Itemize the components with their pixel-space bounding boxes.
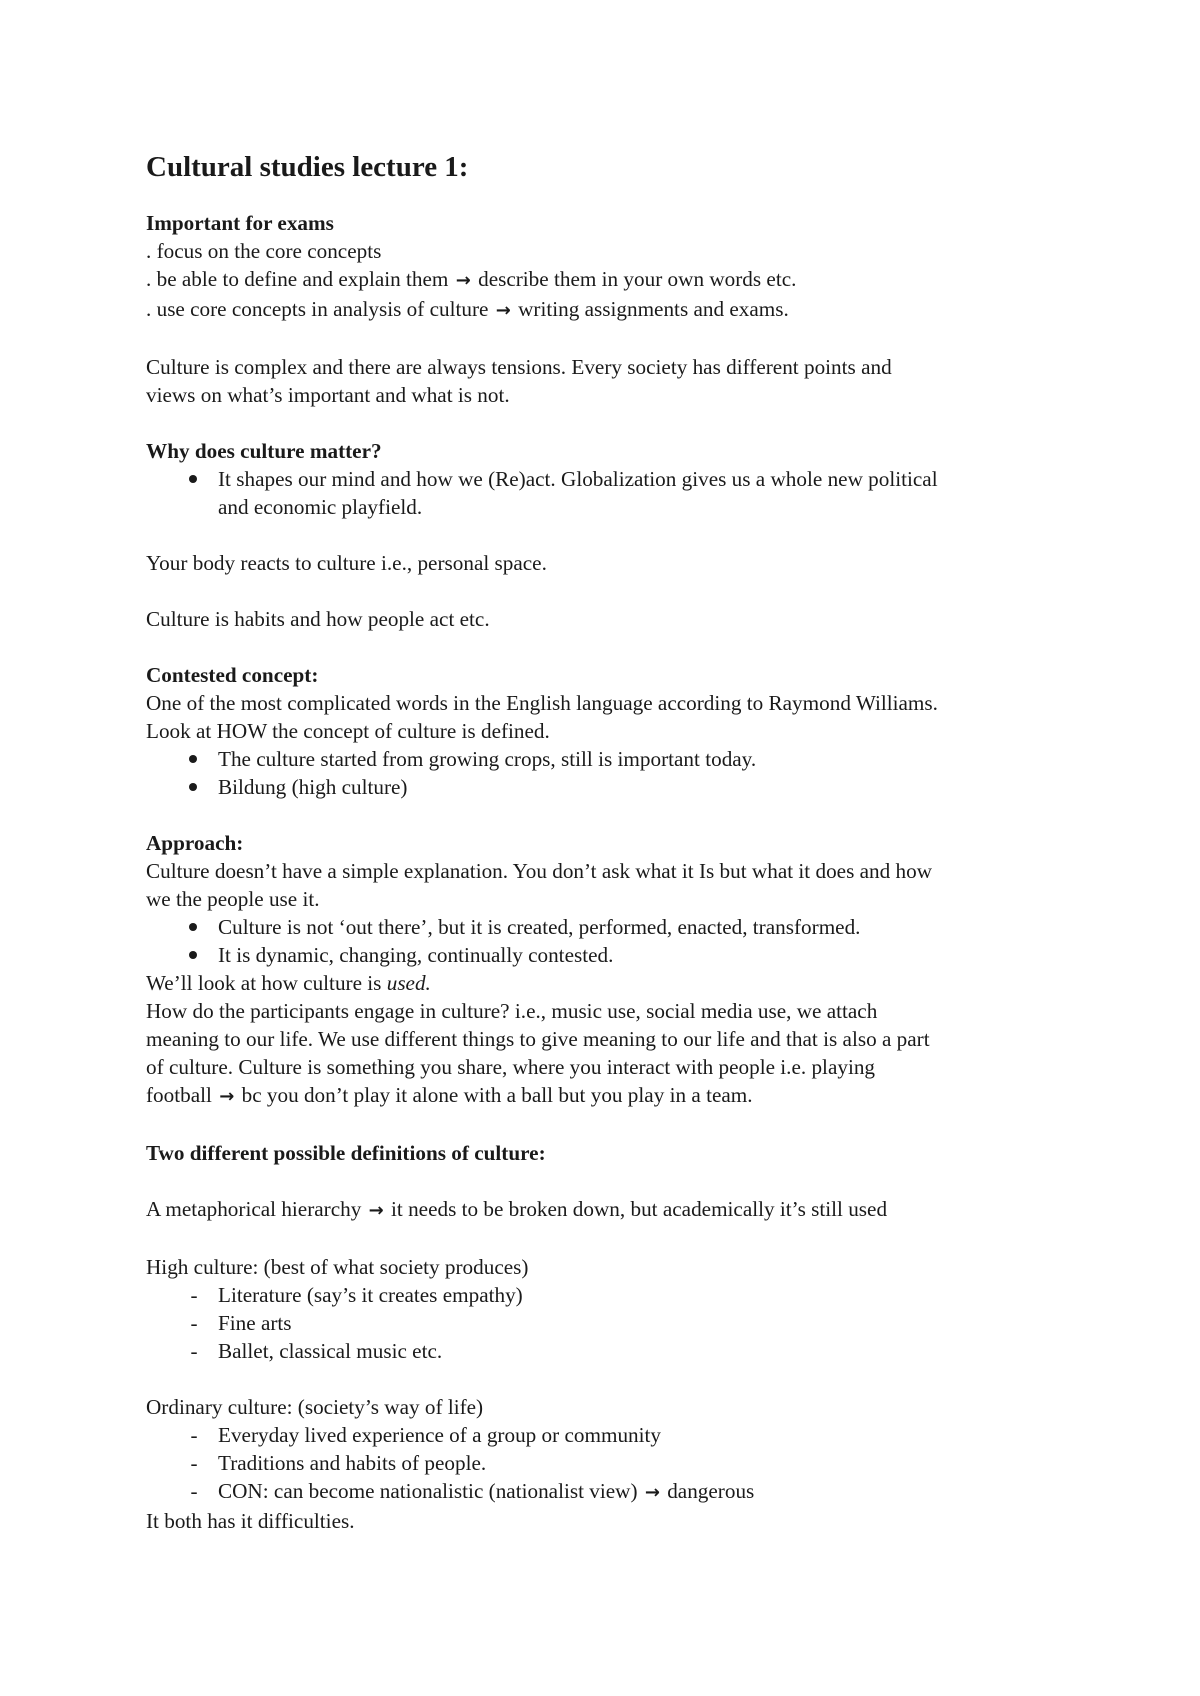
approach-line: we the people use it. (146, 887, 320, 911)
approach-paragraph-line: football → bc you don’t play it alone with a ball but you play in a team. (146, 1081, 1066, 1111)
dash-icon: - (190, 1283, 198, 1307)
closing-text: It both has it difficulties. (146, 1509, 355, 1533)
dash-icon: - (190, 1451, 198, 1475)
ordinary-culture-item: - Everyday lived experience of a group or community (146, 1421, 1066, 1449)
high-culture-label: High culture: (best of what society produces) (146, 1255, 529, 1279)
arrow-right-icon: → (455, 270, 471, 291)
approach-paragraph-line: of culture. Culture is something you share, where you interact with people i.e. playing (146, 1055, 876, 1079)
used-emphasis: used. (386, 971, 431, 995)
approach-line: Culture doesn’t have a simple explanation. You don’t ask what it Is but what it does and how (146, 859, 932, 883)
contested-bullet: Bildung (high culture) (218, 775, 408, 799)
arrow-right-icon: → (368, 1200, 384, 1221)
arrow-right-icon: → (495, 300, 511, 321)
exams-item: . focus on the core concepts (146, 239, 382, 263)
ordinary-culture-item: - Traditions and habits of people. (146, 1449, 1066, 1477)
high-culture-item: - Ballet, classical music etc. (146, 1337, 1066, 1365)
definitions-heading: Two different possible definitions of culture: (146, 1141, 546, 1165)
dash-icon: - (190, 1423, 198, 1447)
dash-icon: - (190, 1339, 198, 1363)
why-heading: Why does culture matter? (146, 439, 382, 463)
approach-used-line: We’ll look at how culture is used. (146, 971, 431, 995)
arrow-right-icon: → (644, 1482, 660, 1503)
exams-heading: Important for exams (146, 211, 334, 235)
exams-item: . use core concepts in analysis of culture → writing assignments and exams. (146, 295, 1066, 325)
ordinary-culture-item: - CON: can become nationalistic (nationalist view) → dangerous (146, 1477, 1066, 1507)
arrow-right-icon: → (219, 1086, 235, 1107)
dash-icon: - (190, 1311, 198, 1335)
high-culture-item: - Fine arts (146, 1309, 1066, 1337)
document-title: Cultural studies lecture 1: (146, 151, 469, 183)
body-reacts-text: Your body reacts to culture i.e., personal space. (146, 551, 547, 575)
document-page (146, 143, 1066, 1535)
contested-bullet: The culture started from growing crops, still is important today. (218, 747, 757, 771)
exams-item: . be able to define and explain them → describe them in your own words etc. (146, 265, 1066, 295)
contested-line: One of the most complicated words in the English language according to Raymond Williams. (146, 691, 938, 715)
why-bullet: It shapes our mind and how we (Re)act. Globalization gives us a whole new political and economic playfield. (218, 467, 938, 519)
approach-paragraph-line: How do the participants engage in culture? i.e., music use, social media use, we attach (146, 999, 878, 1023)
habits-text: Culture is habits and how people act etc. (146, 607, 490, 631)
approach-paragraph-line: meaning to our life. We use different things to give meaning to our life and that is also a part (146, 1027, 930, 1051)
hierarchy-line: A metaphorical hierarchy → it needs to be broken down, but academically it’s still used (146, 1195, 1066, 1225)
contested-heading: Contested concept: (146, 663, 319, 687)
approach-heading: Approach: (146, 831, 244, 855)
approach-bullet: Culture is not ‘out there’, but it is created, performed, enacted, transformed. (218, 915, 861, 939)
ordinary-culture-label: Ordinary culture: (society’s way of life) (146, 1395, 484, 1419)
approach-bullet: It is dynamic, changing, continually contested. (218, 943, 614, 967)
high-culture-item: - Literature (say’s it creates empathy) (146, 1281, 1066, 1309)
intro-paragraph-line: Culture is complex and there are always tensions. Every society has different points and (146, 355, 892, 379)
contested-line: Look at HOW the concept of culture is defined. (146, 719, 550, 743)
intro-paragraph-line: views on what’s important and what is not. (146, 383, 510, 407)
dash-icon: - (190, 1479, 198, 1503)
